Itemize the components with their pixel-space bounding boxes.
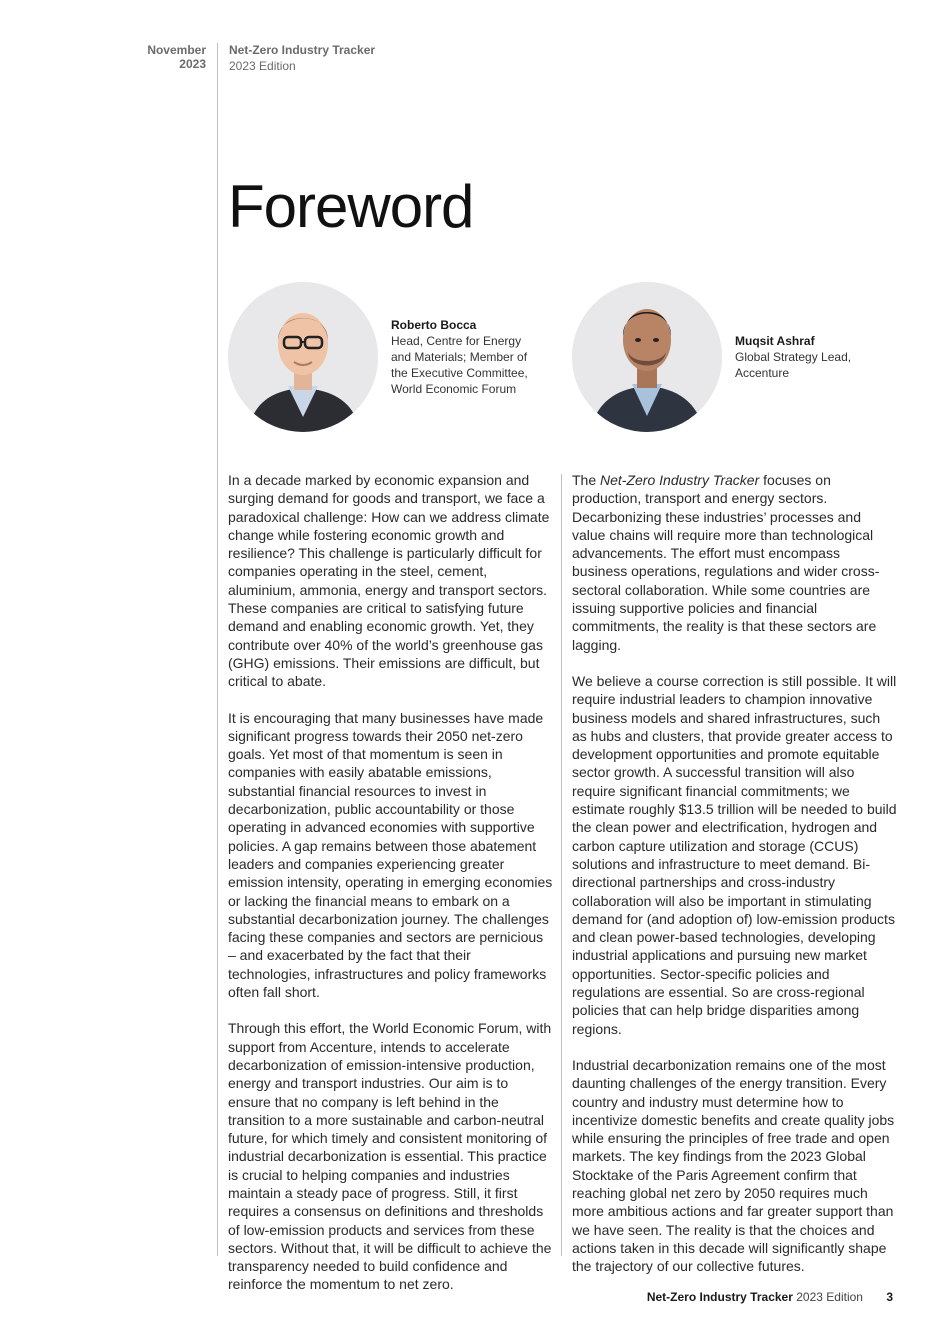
body-paragraph: In a decade marked by economic expansion and surging demand for goods and transport, we face a paradoxical challenge: How can we address climate change while fostering economic growth and resilience? This challenge is particularly difficult for companies operating in the steel, cement, aluminium, ammonia, energy and transport sectors. These companies are critical to satisfying future demand and enabling economic growth. Yet, they contribute over 40% of the world’s greenhouse gas (GHG) emissions. Their emissions are difficult, but critical to abate. [228,472,550,690]
intro-lead: The [572,472,601,488]
intro-rest: focuses on production, transport and energy sectors. Decarbonizing these industries’ processes and value chains will require more than technological advancements. The effort must encompass business operations, regulations and wider cross-sectoral collaboration. While some countries are issuing supportive policies and financial commitments, the reality is that these sectors are lagging. [572,472,880,653]
column-divider [561,474,562,1256]
right-column [572,471,898,1293]
person-portrait-icon [228,282,378,432]
body-paragraph: It is encouraging that many businesses have made significant progress towards their 2050 net-zero goals. Yet most of that momentum is seen in companies with easily abatable emissions, substantial financial resources to invest in decarbonization, public accountability or those operating in advanced economies with supportive policies. A gap remains between those abatement leaders and companies experiencing greater emission intensity, operating in emerging economies or lacking the financial means to embark on a substantial decarbonization journey. The challenges facing these companies and sectors are pernicious – and exacerbated by the fact that their technologies, infrastructures and policy frameworks often fall short. [228,709,553,1001]
body-paragraph [572,471,898,654]
author-role: Head, Centre for Energy and Materials; Member of the Executive Committee, World Economic Forum [391,334,528,396]
page-title: Foreword [228,173,474,240]
body-paragraph: Through this effort, the World Economic Forum, with support from Accenture, intends to accelerate decarbonization of emission-intensive production, energy and transport industries. Our aim is to ensure that no company is left behind in the transition to a more sustainable and carbon-neutral future, for which timely and consistent monitoring of industrial decarbonization is essential. This practice is crucial to helping companies and industries maintain a steady pace of progress. Still, it first requires a consensus on definitions and thresholds of low-emission products and services from these sectors. Without that, it will be difficult to achieve the transparency needed to build confidence and reinforce the momentum to net zero. [228,1020,552,1293]
header-date: November 2023 [147,43,206,71]
footer-edition: 2023 Edition [796,1290,863,1304]
author-caption-1 [391,317,528,397]
header-edition: 2023 Edition [229,59,296,73]
header-report-title: Net-Zero Industry Tracker [229,43,376,57]
report-name-italic: Net-Zero Industry Tracker [600,472,760,488]
author-name: Roberto Bocca [391,318,477,332]
author-photo-roberto-bocca [228,282,378,432]
body-paragraph: Industrial decarbonization remains one of the most daunting challenges of the energy transition. Every country and industry must determine how to incentivize domestic benefits and create quality jobs while ensuring the principles of free trade and open markets. The key findings from the 2023 Global Stocktake of the Paris Agreement confirm that reaching global net zero by 2050 requires much more ambitious actions and far greater support than we have seen. The reality is that the choices and actions taken in this decade will significantly shape the trajectory of our collective futures. [572,1056,895,1275]
person-portrait-icon [572,282,722,432]
left-column [228,471,554,1312]
author-caption-2 [735,333,851,381]
author-role: Global Strategy Lead, Accenture [735,350,852,380]
footer-title: Net-Zero Industry Tracker [646,1290,793,1304]
page-footer [647,1290,893,1304]
author-photo-muqsit-ashraf [572,282,722,432]
author-name: Muqsit Ashraf [735,334,815,348]
body-paragraph: We believe a course correction is still possible. It will require industrial leaders to champion innovative business models and shared infrastructures, such as hubs and clusters, that provide greater access to development opportunities and promote equitable sector growth. A successful transition will also require significant financial commitments; we estimate roughly $13.5 trillion will be needed to build the clean power and electrification, hydrogen and carbon capture utilization and storage (CCUS) solutions and infrastructure to meet demand. Bi-directional partnerships and cross-industry collaboration will also be important in stimulating demand for (and adoption of) low-emission products and clean power-based technologies, developing industrial applications and pursuing new market opportunities. Sector-specific policies and regulations are essential. So are cross-regional policies that can help bridge disparities among regions. [572,672,897,1037]
header-divider [217,43,218,1256]
page-number: 3 [886,1290,893,1304]
